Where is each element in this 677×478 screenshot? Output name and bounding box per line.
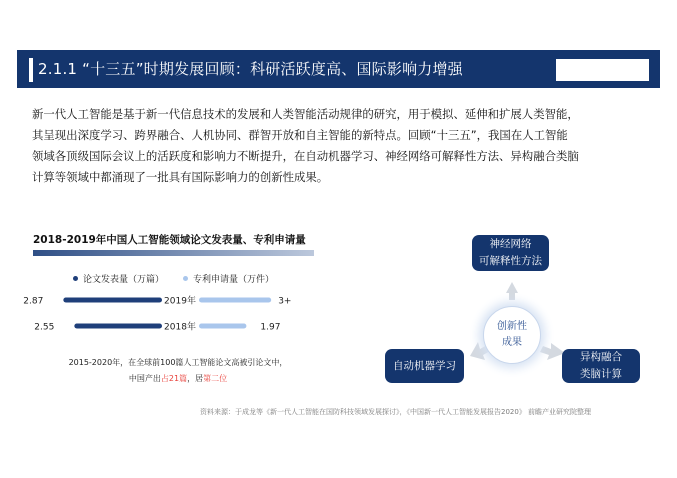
intro-line: 计算等领域中都涌现了一批具有国际影响力的创新性成果。 [32,170,329,184]
bar-patents [199,324,246,329]
diagram-box-text: 自动机器学习 [393,359,456,372]
intro-line: 新一代人工智能是基于新一代信息技术的发展和人类智能活动规律的研究，用于模拟、延伸和扩展人类智能， [32,107,579,121]
legend-patents [183,272,274,285]
arrow-up-icon [506,282,518,300]
bar-papers [74,324,162,329]
legend-papers [73,272,164,285]
intro-paragraph [32,104,654,188]
category-label: 2018年 [164,322,196,333]
chart-note [48,355,308,387]
header-blank-box [556,59,649,81]
data-label-papers: 2.55 [34,322,55,333]
diagram-box-text: 类脑计算 [580,368,622,380]
bar-papers [63,298,162,303]
data-label-patents: 3+ [278,296,292,307]
diagram-center-text: 创新性 [497,321,527,332]
diagram-box-neural-network [472,235,549,271]
diagram-center-circle [483,306,541,364]
legend-patents-swatch [183,276,188,281]
diagram-box-text: 可解释性方法 [479,255,542,267]
intro-line: 其呈现出深度学习、跨界融合、人机协同、群智开放和自主智能的新特点。回顾“十三五”，我国在人工智能 [32,128,568,142]
legend-patents-label: 专利申请量（万件） [193,275,275,285]
data-label-patents: 1.97 [260,322,281,333]
note-text: 中国产出 [128,374,161,383]
note-line-1: 2015-2020年，在全球前100篇人工智能论文高被引论文中， [68,358,288,367]
diagram-center-text: 成果 [502,337,522,348]
diagram-box-text: 神经网络 [489,238,532,250]
intro-line: 领域各顶级国际会议上的活跃度和影响力不断提升，在自动机器学习、神经网络可解释性方法、异构融合类脑 [32,149,579,163]
data-label-papers: 2.87 [23,296,44,307]
note-line-2 [48,371,308,387]
legend-papers-label: 论文发表量（万篇） [83,275,165,285]
legend-papers-swatch [73,276,78,281]
section-title: 2.1.1 “十三五”时期发展回顾：科研活跃度高、国际影响力增强 [38,60,463,78]
diagram-box-brain-computing [562,349,640,383]
note-highlight-rank: 第二位 [203,374,228,383]
note-text: ，居 [187,374,204,383]
note-highlight-count: 占21篇 [160,374,188,383]
chart-title: 2018-2019年中国人工智能领域论文发表量、专利申请量 [33,234,306,246]
header-accent-mark [29,58,33,82]
source-note: 资料来源：于成龙等《新一代人工智能在国防科技领域发展探讨》，《中国新一代人工智能发展报告2020》 前瞻产业研究院整理 [200,408,592,416]
bar-patents [199,298,271,303]
category-label: 2019年 [164,296,196,307]
diagram-box-text: 异构融合 [580,351,622,363]
chart-title-underline [33,250,314,256]
diagram-box-automl [385,349,464,383]
